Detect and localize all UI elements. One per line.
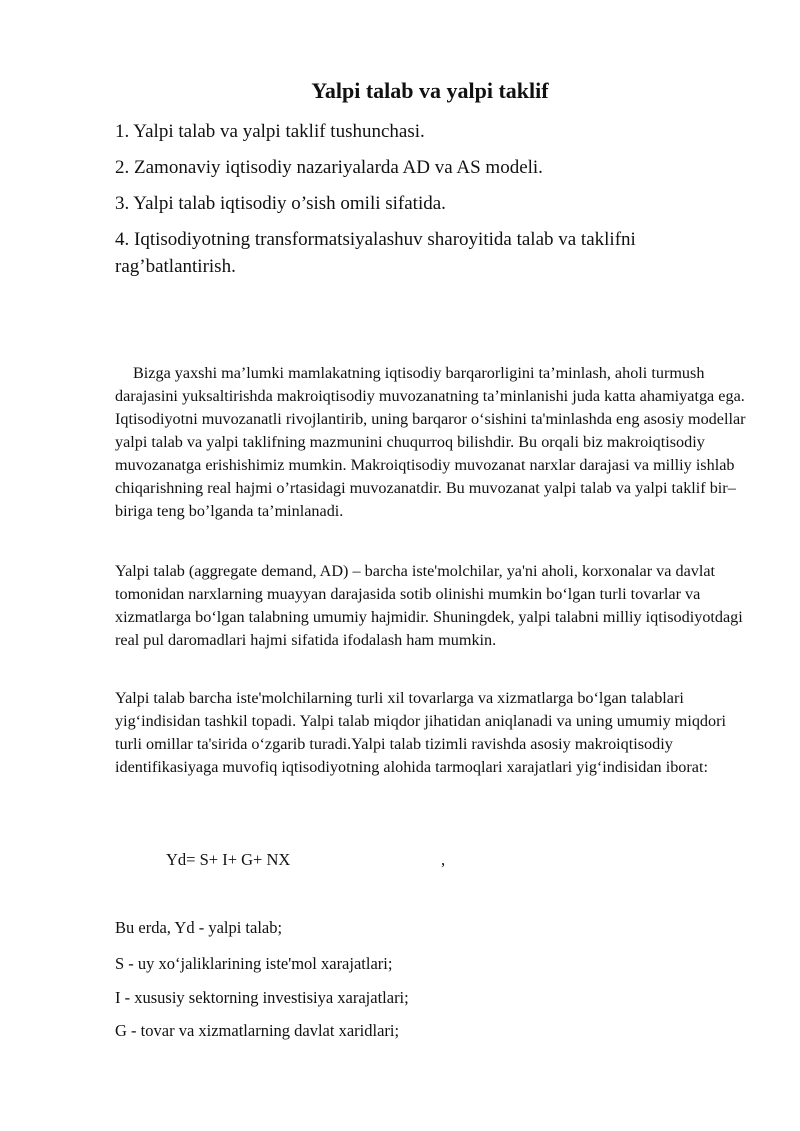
- paragraph-definition: Yalpi talab (aggregate demand, AD) – barcha iste'molchilar, ya'ni aholi, korxonalar va davlat tomonidan narxlarning muayyan darajasida sotib olinishi mumkin bo‘lgan turli tovarlar va xizmatlarga bo‘lgan talabning umumiy hajmidir. Shuningdek, yalpi talabni milliy iqtisodiyotdagi real pul daromadlari hajmi sifatida ifodalash ham mumkin.: [115, 562, 743, 649]
- paragraph-intro: Bizga yaxshi ma’lumki mamlakatning iqtisodiy barqarorligini ta’minlash, aholi turmush darajasini yuksaltirishda makroiqtisodiy muvozanatning ta’minlanishi juda katta ahamiyatga ega. Iqtisodiyotni muvozanatli rivojlantirib, uning barqaror o‘sishini ta'minlashda eng asosiy modellar yalpi talab va yalpi taklifning mazmunini chuqurroq bilishdir. Bu orqali biz makroiqtisodiy muvozanatga erishishimiz mumkin. Makroiqtisodiy muvozanat narxlar darajasi va milliy ishlab chiqarishning real hajmi o’rtasidagi muvozanatdir. Bu muvozanat yalpi talab va yalpi taklif bir–biriga teng bo’lganda ta’minlanadi.: [115, 364, 746, 520]
- definition-line: Bu erda, Yd - yalpi talab;: [115, 918, 283, 937]
- outline-item: 1. Yalpi talab va yalpi taklif tushunchasi.: [115, 121, 425, 142]
- formula-suffix: ,: [441, 850, 446, 869]
- definition-line: S - uy xo‘jaliklarining iste'mol xarajatlari;: [115, 954, 393, 973]
- outline-item: 4. Iqtisodiyotning transformatsiyalashuv sharoyitida talab va taklifni rag’batlantirish.: [115, 229, 636, 277]
- paragraph-components: Yalpi talab barcha iste'molchilarning turli xil tovarlarga va xizmatlarga bo‘lgan talablari yig‘indisidan tashkil topadi. Yalpi talab miqdor jihatidan aniqlanadi va uning umumiy miqdori turli omillar ta'sirida o‘zgarib turadi.Yalpi talab tizimli ravishda asosiy makroiqtisodiy identifikasiyaga muvofiq iqtisodiyotning alohida tarmoqlari xarajatlari yig‘indisidan iborat:: [115, 689, 727, 776]
- definition-line: I - xususiy sektorning investisiya xarajatlari;: [115, 988, 409, 1007]
- formula: Yd= S+ I+ G+ NX: [166, 850, 291, 869]
- outline-item: 3. Yalpi talab iqtisodiy o’sish omili sifatida.: [115, 193, 446, 214]
- outline-item: 2. Zamonaviy iqtisodiy nazariyalarda AD va AS modeli.: [115, 157, 543, 178]
- definition-line: G - tovar va xizmatlarning davlat xaridlari;: [115, 1021, 400, 1040]
- outline-list: [115, 118, 715, 289]
- document-title: Yalpi talab va yalpi taklif: [311, 78, 549, 103]
